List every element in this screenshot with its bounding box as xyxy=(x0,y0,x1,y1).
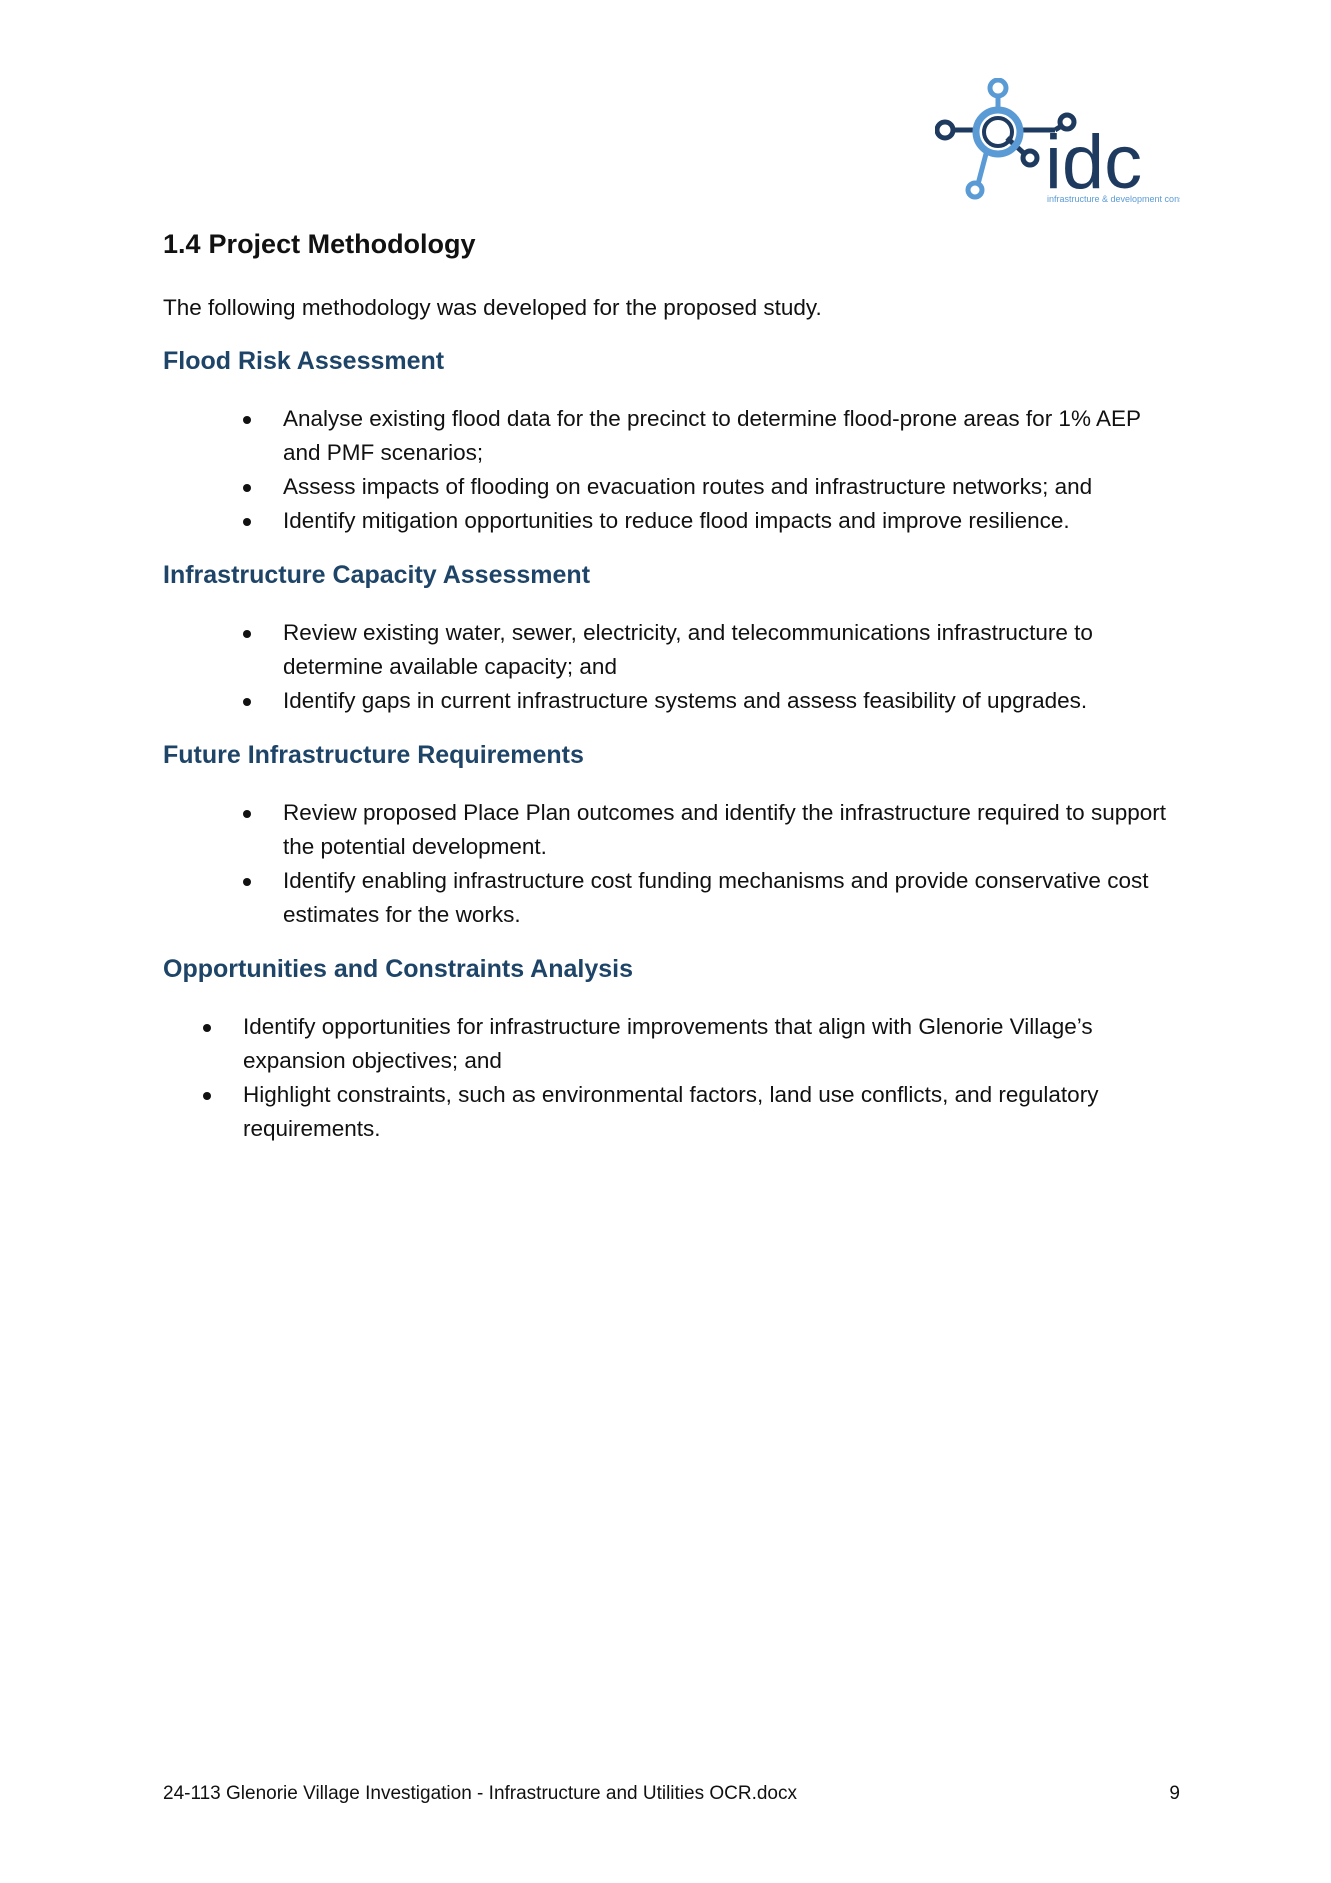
list-item: Review existing water, sewer, electricity, and telecommunications infrastructure to determine available capacity; and xyxy=(163,616,1173,684)
logo-text: idc xyxy=(1045,120,1143,205)
subheading-infrastructure-capacity: Infrastructure Capacity Assessment xyxy=(163,561,591,590)
bullet-list-infrastructure-capacity xyxy=(163,616,1173,718)
page-footer xyxy=(163,1783,1180,1805)
list-item: Identify opportunities for infrastructure improvements that align with Glenorie Village’s expansion objectives; and xyxy=(163,1010,1173,1078)
subheading-future-infrastructure: Future Infrastructure Requirements xyxy=(163,741,584,770)
subheading-flood-risk: Flood Risk Assessment xyxy=(163,347,445,376)
list-item: Identify enabling infrastructure cost funding mechanisms and provide conservative cost estimates for the works. xyxy=(163,864,1173,932)
list-item: Highlight constraints, such as environmental factors, land use conflicts, and regulatory requirements. xyxy=(163,1078,1173,1146)
logo-tagline: infrastructure & development con xyxy=(1047,194,1180,204)
bullet-list-future-infrastructure xyxy=(163,796,1173,932)
document-body xyxy=(163,228,1173,1168)
intro-paragraph: The following methodology was developed for the proposed study. xyxy=(163,295,822,321)
idc-network-logo-icon xyxy=(935,78,1180,208)
list-item: Assess impacts of flooding on evacuation routes and infrastructure networks; and xyxy=(163,470,1173,504)
company-logo xyxy=(935,78,1180,208)
footer-filename: 24-113 Glenorie Village Investigation - Infrastructure and Utilities OCR.docx xyxy=(163,1783,797,1804)
bullet-list-opportunities-constraints xyxy=(163,1010,1173,1146)
section-title xyxy=(163,228,1173,260)
section-title-text: Project Methodology xyxy=(208,229,476,259)
list-item: Analyse existing flood data for the precinct to determine flood-prone areas for 1% AEP and PMF scenarios; xyxy=(163,402,1173,470)
list-item: Identify mitigation opportunities to reduce flood impacts and improve resilience. xyxy=(163,504,1173,538)
bullet-list-flood-risk xyxy=(163,402,1173,538)
list-item: Review proposed Place Plan outcomes and identify the infrastructure required to support the potential development. xyxy=(163,796,1173,864)
list-item: Identify gaps in current infrastructure systems and assess feasibility of upgrades. xyxy=(163,684,1173,718)
section-number: 1.4 xyxy=(163,229,201,259)
page-number: 9 xyxy=(1169,1783,1180,1804)
subheading-opportunities-constraints: Opportunities and Constraints Analysis xyxy=(163,955,633,984)
